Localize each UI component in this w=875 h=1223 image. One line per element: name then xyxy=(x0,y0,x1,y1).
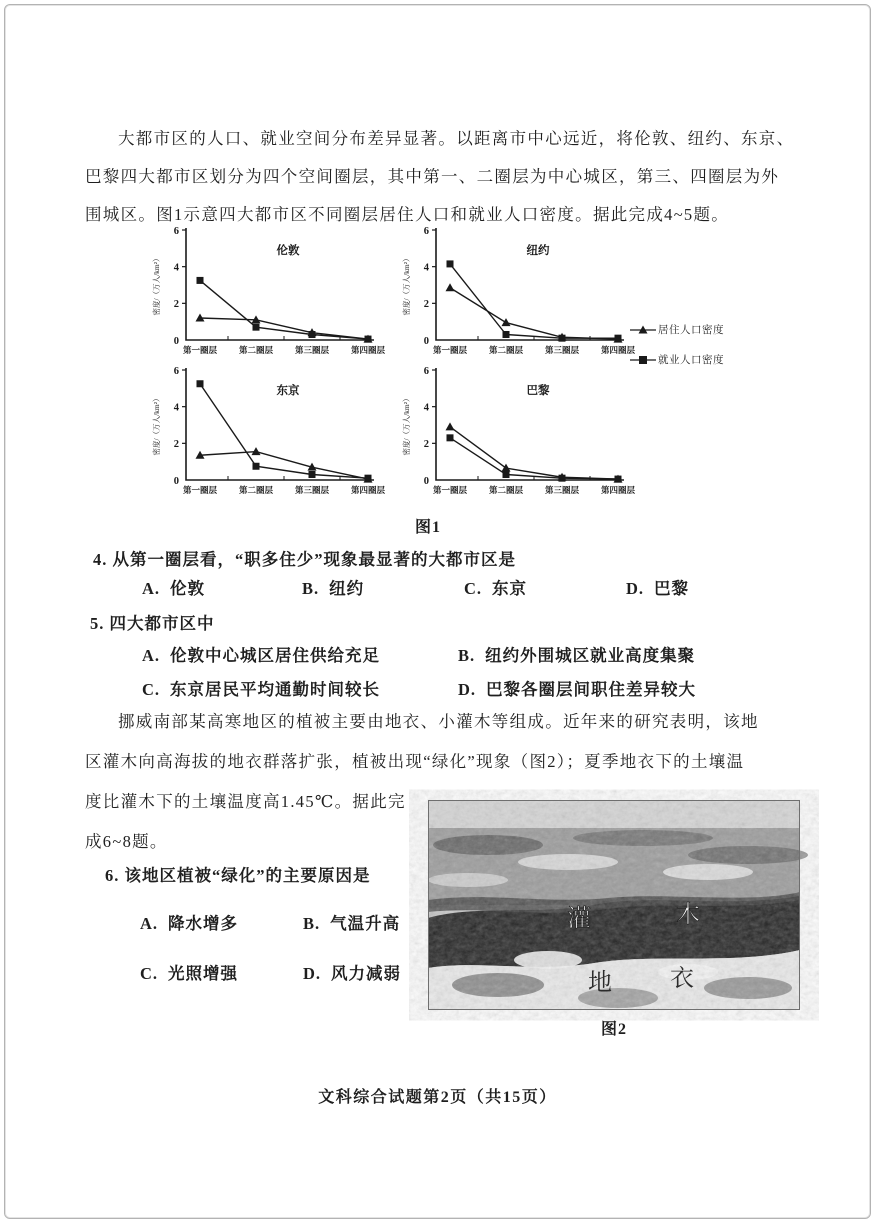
figure1-caption: 图1 xyxy=(414,519,441,536)
option-label: C. xyxy=(464,579,483,598)
option-c xyxy=(464,575,527,599)
svg-text:0: 0 xyxy=(173,335,179,347)
question-6-options xyxy=(0,910,430,1010)
svg-text:6: 6 xyxy=(173,365,179,377)
question-number: 6. xyxy=(105,866,120,885)
option-a xyxy=(140,910,238,934)
page-footer: 文科综合试题第2页（共15页） xyxy=(318,1089,557,1106)
chart-panel-newyork xyxy=(398,222,648,362)
option-label: C. xyxy=(142,680,161,699)
option-text: 伦敦中心城区居住供给充足 xyxy=(170,646,381,665)
option-text: 风力减弱 xyxy=(331,964,402,983)
paragraph-line: 成6~8题。 xyxy=(85,832,168,851)
svg-text:6: 6 xyxy=(423,365,429,377)
line-chart xyxy=(398,362,648,502)
option-text: 气温升高 xyxy=(330,914,401,933)
question-number: 4. xyxy=(93,550,108,569)
option-label: B. xyxy=(458,646,476,665)
option-a xyxy=(142,575,205,599)
legend-label: 就业人口密度 xyxy=(658,355,724,366)
svg-text:第一圈层: 第一圈层 xyxy=(432,485,468,495)
svg-text:4: 4 xyxy=(173,402,179,414)
question-6 xyxy=(105,862,371,886)
option-text: 东京居民平均通勤时间较长 xyxy=(170,680,381,699)
option-text: 巴黎 xyxy=(654,579,690,598)
option-a xyxy=(142,642,380,666)
legend-item-employment xyxy=(630,352,724,367)
option-b xyxy=(302,575,364,599)
svg-text:巴黎: 巴黎 xyxy=(526,385,550,397)
svg-text:第四圈层: 第四圈层 xyxy=(350,485,386,495)
option-label: B. xyxy=(303,914,321,933)
svg-text:第二圈层: 第二圈层 xyxy=(488,485,524,495)
paragraph-line: 大都市区的人口、就业空间分布差异显著。以距离市中心远近，将伦敦、纽约、东京、 xyxy=(118,129,795,148)
paragraph-line: 区灌木向高海拔的地衣群落扩张，植被出现“绿化”现象（图2）；夏季地衣下的土壤温 xyxy=(85,752,745,771)
figure2-photo xyxy=(428,800,800,1010)
figure2-caption: 图2 xyxy=(600,1021,627,1038)
question-text: 从第一圈层看，“职多住少”现象最显著的大都市区是 xyxy=(112,550,516,569)
svg-text:第二圈层: 第二圈层 xyxy=(488,345,524,355)
svg-text:伦敦: 伦敦 xyxy=(276,245,300,257)
svg-text:2: 2 xyxy=(173,439,179,451)
option-text: 降水增多 xyxy=(168,914,239,933)
intro-paragraph-metropolis xyxy=(85,120,797,234)
legend-item-residential xyxy=(630,322,724,337)
option-label: D. xyxy=(458,680,477,699)
chart-panel-london xyxy=(148,222,398,362)
option-label: D. xyxy=(303,964,322,983)
svg-text:东京: 东京 xyxy=(276,385,300,397)
question-text: 该地区植被“绿化”的主要原因是 xyxy=(124,866,371,885)
svg-text:0: 0 xyxy=(423,475,429,487)
option-label: A. xyxy=(142,579,161,598)
option-text: 纽约外围城区就业高度集聚 xyxy=(485,646,696,665)
svg-text:第一圈层: 第一圈层 xyxy=(182,485,218,495)
svg-text:第一圈层: 第一圈层 xyxy=(182,345,218,355)
option-text: 纽约 xyxy=(329,579,365,598)
question-5-options xyxy=(0,642,875,708)
paragraph-line: 度比灌木下的土壤温度高1.45℃。据此完 xyxy=(85,792,406,811)
option-d xyxy=(458,676,696,700)
option-text: 光照增强 xyxy=(168,964,239,983)
svg-text:第三圈层: 第三圈层 xyxy=(544,485,580,495)
svg-text:密度/（万人/km²）: 密度/（万人/km²） xyxy=(152,254,161,316)
svg-text:4: 4 xyxy=(423,262,429,274)
paragraph-line: 围城区。图1示意四大都市区不同圈层居住人口和就业人口密度。据此完成4~5题。 xyxy=(85,205,730,224)
photo-label-shrub-2: 木 xyxy=(676,902,700,928)
svg-text:2: 2 xyxy=(423,299,429,311)
option-text: 伦敦 xyxy=(170,579,206,598)
line-chart xyxy=(148,222,398,362)
svg-text:6: 6 xyxy=(423,225,429,237)
svg-text:0: 0 xyxy=(173,475,179,487)
svg-text:密度/（万人/km²）: 密度/（万人/km²） xyxy=(402,254,411,316)
question-4-options xyxy=(0,575,875,601)
svg-text:2: 2 xyxy=(423,439,429,451)
option-b xyxy=(458,642,695,666)
option-label: D. xyxy=(626,579,645,598)
svg-text:第三圈层: 第三圈层 xyxy=(294,485,330,495)
option-label: B. xyxy=(302,579,320,598)
option-label: A. xyxy=(140,914,159,933)
legend-label: 居住人口密度 xyxy=(658,325,724,336)
svg-text:第四圈层: 第四圈层 xyxy=(600,485,636,495)
photo-label-lichen-1: 地 xyxy=(588,970,612,996)
figure1-chart-grid xyxy=(148,222,648,502)
question-text: 四大都市区中 xyxy=(109,614,215,633)
chart-panel-paris xyxy=(398,362,648,502)
question-5 xyxy=(90,610,215,634)
option-label: C. xyxy=(140,964,159,983)
svg-text:密度/（万人/km²）: 密度/（万人/km²） xyxy=(402,394,411,456)
option-text: 巴黎各圈层间职住差异较大 xyxy=(486,680,697,699)
svg-text:0: 0 xyxy=(423,335,429,347)
svg-text:2: 2 xyxy=(173,299,179,311)
landscape-photo xyxy=(428,800,800,1010)
option-d xyxy=(303,960,401,984)
option-text: 东京 xyxy=(492,579,528,598)
svg-text:第二圈层: 第二圈层 xyxy=(238,485,274,495)
svg-text:第四圈层: 第四圈层 xyxy=(600,345,636,355)
svg-text:4: 4 xyxy=(423,402,429,414)
svg-text:纽约: 纽约 xyxy=(526,245,550,257)
paragraph-line: 巴黎四大都市区划分为四个空间圈层，其中第一、二圈层为中心城区，第三、四圈层为外 xyxy=(85,167,780,186)
photo-label-shrub-1: 灌 xyxy=(567,906,591,932)
triangle-marker-icon xyxy=(630,325,656,335)
svg-text:第三圈层: 第三圈层 xyxy=(294,345,330,355)
svg-text:6: 6 xyxy=(173,225,179,237)
svg-text:密度/（万人/km²）: 密度/（万人/km²） xyxy=(152,394,161,456)
option-c xyxy=(140,960,238,984)
svg-text:第三圈层: 第三圈层 xyxy=(544,345,580,355)
figure1-legend xyxy=(630,322,724,382)
photo-label-lichen-2: 衣 xyxy=(670,966,694,992)
question-number: 5. xyxy=(90,614,105,633)
svg-text:第一圈层: 第一圈层 xyxy=(432,345,468,355)
svg-text:第二圈层: 第二圈层 xyxy=(238,345,274,355)
square-marker-icon xyxy=(630,355,656,365)
svg-text:4: 4 xyxy=(173,262,179,274)
option-c xyxy=(142,676,380,700)
question-4 xyxy=(93,546,516,570)
option-d xyxy=(626,575,689,599)
line-chart xyxy=(398,222,648,362)
svg-text:第四圈层: 第四圈层 xyxy=(350,345,386,355)
option-label: A. xyxy=(142,646,161,665)
line-chart xyxy=(148,362,398,502)
option-b xyxy=(303,910,400,934)
chart-panel-tokyo xyxy=(148,362,398,502)
paragraph-line: 挪威南部某高寒地区的植被主要由地衣、小灌木等组成。近年来的研究表明，该地 xyxy=(118,712,759,731)
